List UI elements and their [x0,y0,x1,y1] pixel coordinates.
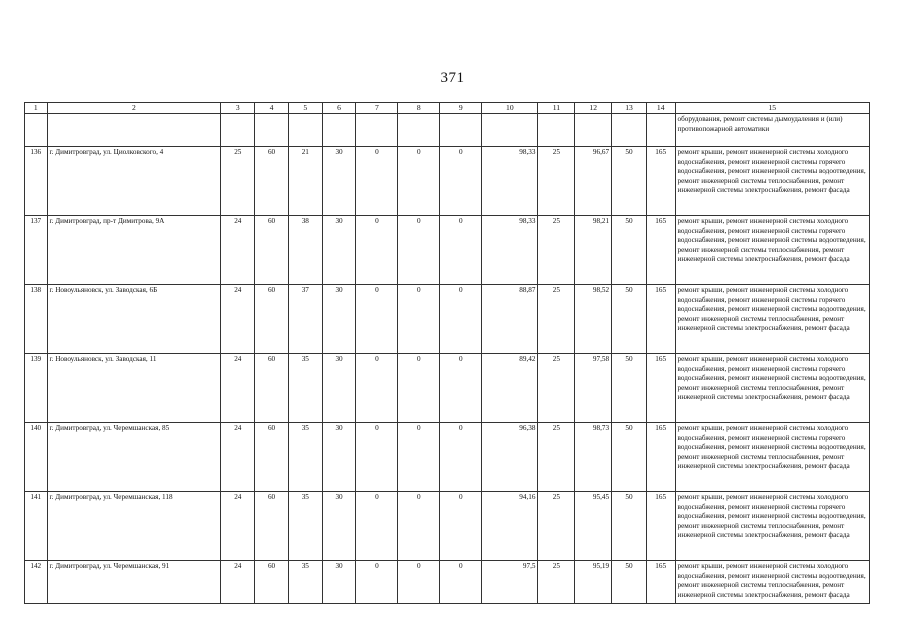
value-cell: 24 [221,216,255,285]
value-cell: 24 [221,354,255,423]
value-cell: 0 [440,285,482,354]
value-cell: 96,38 [482,423,538,492]
value-cell: 60 [255,561,289,604]
value-cell: 37 [288,285,322,354]
value-cell: 0 [440,492,482,561]
header-cell: 15 [675,103,869,114]
table-body [25,147,870,604]
address-cell: г. Новоульяновск, ул. Заводская, 11 [47,354,221,423]
table-row [25,216,870,285]
value-cell: 24 [221,285,255,354]
value-cell: 165 [646,354,675,423]
value-cell: 165 [646,216,675,285]
row-number-cell: 137 [25,216,48,285]
header-cell: 1 [25,103,48,114]
value-cell: 0 [356,354,398,423]
value-cell: 24 [221,423,255,492]
value-cell: 60 [255,492,289,561]
value-cell: 25 [538,423,575,492]
value-cell: 60 [255,147,289,216]
value-cell: 30 [322,285,356,354]
value-cell: 98,52 [575,285,612,354]
header-cell: 8 [398,103,440,114]
value-cell: 165 [646,423,675,492]
value-cell: 0 [440,147,482,216]
value-cell: 21 [288,147,322,216]
value-cell: 35 [288,423,322,492]
value-cell: 25 [538,147,575,216]
address-cell: г. Димитровград, ул. Черемшанская, 85 [47,423,221,492]
value-cell: 50 [612,216,647,285]
value-cell: 0 [356,492,398,561]
value-cell: 0 [398,285,440,354]
row-number-cell: 142 [25,561,48,604]
repair-table [24,102,870,604]
address-cell: г. Димитровград, ул. Черемшанская, 118 [47,492,221,561]
value-cell: 0 [440,354,482,423]
value-cell: 165 [646,147,675,216]
value-cell: 60 [255,216,289,285]
header-cell: 5 [288,103,322,114]
table-row [25,285,870,354]
value-cell: 89,42 [482,354,538,423]
value-cell: 24 [221,561,255,604]
works-cell: ремонт крыши, ремонт инженерной системы холодного водоснабжения, ремонт инженерной системы горячего водоснабжения, ремонт инженерной системы водоотведения, ремонт инженерной системы теплоснабжения, ремонт инженерной системы электроснабжения, ремонт фасада [675,423,869,492]
value-cell: 97,5 [482,561,538,604]
table-row [25,492,870,561]
address-cell: г. Новоульяновск, ул. Заводская, 6Б [47,285,221,354]
value-cell: 98,21 [575,216,612,285]
value-cell: 0 [398,561,440,604]
header-cell: 14 [646,103,675,114]
value-cell: 0 [356,285,398,354]
address-cell: г. Димитровград, ул. Черемшанская, 91 [47,561,221,604]
header-cell: 11 [538,103,575,114]
header-cell: 13 [612,103,647,114]
value-cell: 50 [612,561,647,604]
works-cell: ремонт крыши, ремонт инженерной системы холодного водоснабжения, ремонт инженерной системы горячего водоснабжения, ремонт инженерной системы водоотведения, ремонт инженерной системы теплоснабжения, ремонт инженерной системы электроснабжения, ремонт фасада [675,147,869,216]
value-cell: 0 [398,216,440,285]
value-cell: 30 [322,423,356,492]
header-cell: 7 [356,103,398,114]
value-cell: 0 [398,147,440,216]
value-cell: 60 [255,423,289,492]
header-cell: 12 [575,103,612,114]
value-cell: 0 [398,492,440,561]
value-cell: 0 [356,147,398,216]
page-number: 371 [440,70,465,86]
value-cell: 96,67 [575,147,612,216]
value-cell: 35 [288,561,322,604]
value-cell: 30 [322,147,356,216]
value-cell: 165 [646,561,675,604]
value-cell: 25 [538,354,575,423]
header-cell: 4 [255,103,289,114]
works-cell: оборудования, ремонт системы дымоудаления и (или) противопожарной автоматики [675,114,869,147]
works-cell: ремонт крыши, ремонт инженерной системы холодного водоснабжения, ремонт инженерной системы водоотведения, ремонт инженерной системы теплоснабжения, ремонт инженерной системы электроснабжения, ремонт фасада [675,561,869,604]
table-row [25,147,870,216]
value-cell: 38 [288,216,322,285]
value-cell: 0 [440,561,482,604]
value-cell: 0 [398,423,440,492]
value-cell: 60 [255,354,289,423]
value-cell: 0 [440,423,482,492]
value-cell: 0 [356,561,398,604]
value-cell: 50 [612,285,647,354]
value-cell: 60 [255,285,289,354]
value-cell: 98,33 [482,216,538,285]
address-cell: г. Димитровград, пр-т Димитрова, 9А [47,216,221,285]
value-cell: 165 [646,492,675,561]
value-cell: 30 [322,216,356,285]
value-cell: 94,16 [482,492,538,561]
value-cell: 95,45 [575,492,612,561]
value-cell: 98,33 [482,147,538,216]
header-cell: 10 [482,103,538,114]
value-cell: 25 [221,147,255,216]
value-cell: 30 [322,492,356,561]
value-cell: 24 [221,492,255,561]
value-cell: 0 [356,216,398,285]
value-cell: 35 [288,492,322,561]
value-cell: 50 [612,354,647,423]
header-cell: 2 [47,103,221,114]
value-cell: 35 [288,354,322,423]
value-cell: 30 [322,561,356,604]
value-cell: 50 [612,423,647,492]
value-cell: 98,73 [575,423,612,492]
value-cell: 97,58 [575,354,612,423]
works-cell: ремонт крыши, ремонт инженерной системы холодного водоснабжения, ремонт инженерной системы горячего водоснабжения, ремонт инженерной системы водоотведения, ремонт инженерной системы теплоснабжения, ремонт инженерной системы электроснабжения, ремонт фасада [675,492,869,561]
header-cell: 9 [440,103,482,114]
row-number-cell: 141 [25,492,48,561]
row-number-cell: 139 [25,354,48,423]
value-cell: 88,87 [482,285,538,354]
value-cell: 25 [538,285,575,354]
table-row [25,423,870,492]
row-number-cell: 140 [25,423,48,492]
row-number-cell: 136 [25,147,48,216]
table-row [25,561,870,604]
value-cell: 25 [538,492,575,561]
value-cell: 165 [646,285,675,354]
header-row [25,103,870,114]
value-cell: 95,19 [575,561,612,604]
continuation-row [25,114,870,147]
works-cell: ремонт крыши, ремонт инженерной системы холодного водоснабжения, ремонт инженерной системы горячего водоснабжения, ремонт инженерной системы водоотведения, ремонт инженерной системы теплоснабжения, ремонт инженерной системы электроснабжения, ремонт фасада [675,354,869,423]
value-cell: 0 [398,354,440,423]
value-cell: 0 [356,423,398,492]
row-number-cell: 138 [25,285,48,354]
works-cell: ремонт крыши, ремонт инженерной системы холодного водоснабжения, ремонт инженерной системы горячего водоснабжения, ремонт инженерной системы водоотведения, ремонт инженерной системы теплоснабжения, ремонт инженерной системы электроснабжения, ремонт фасада [675,285,869,354]
table-row [25,354,870,423]
value-cell: 0 [440,216,482,285]
address-cell: г. Димитровград, ул. Циолковского, 4 [47,147,221,216]
value-cell: 30 [322,354,356,423]
value-cell: 25 [538,561,575,604]
works-cell: ремонт крыши, ремонт инженерной системы холодного водоснабжения, ремонт инженерной системы горячего водоснабжения, ремонт инженерной системы водоотведения, ремонт инженерной системы теплоснабжения, ремонт инженерной системы электроснабжения, ремонт фасада [675,216,869,285]
value-cell: 50 [612,492,647,561]
value-cell: 25 [538,216,575,285]
header-cell: 6 [322,103,356,114]
header-cell: 3 [221,103,255,114]
value-cell: 50 [612,147,647,216]
